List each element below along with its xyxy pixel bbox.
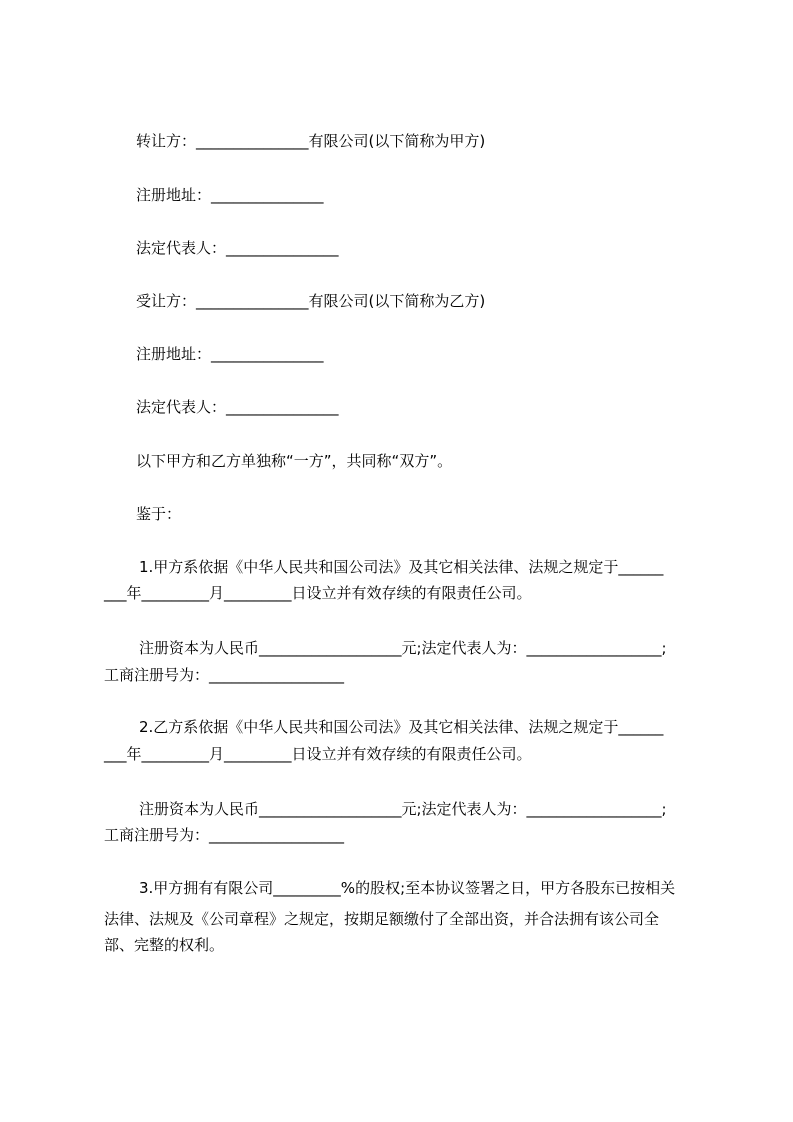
transferor-representative-line: 法定代表人：_______________ [136,239,339,257]
transferee-address-line: 注册地址：_______________ [136,345,324,363]
clause-2-line-2: ___年_________月_________日设立并有效存续的有限责任公司。 [104,745,532,763]
transferee-line: 受让方：_______________有限公司(以下简称为乙方) [136,292,486,310]
clause-3-line-3: 部、完整的权利。 [104,936,225,954]
clause-3-line-1: 3.甲方拥有有限公司_________%的股权;至本协议签署之日，甲方各股东已按相关 [139,879,676,897]
transferor-address-line: 注册地址：_______________ [136,186,324,204]
clause-2-line-1: 2.乙方系依据《中华人民共和国公司法》及其它相关法律、法规之规定于______ [139,718,664,736]
transferor-line: 转让方：_______________有限公司(以下简称为甲方) [136,132,486,150]
clause-2-registration-line: 工商注册号为：__________________ [104,826,345,844]
clause-1-registration-line: 工商注册号为：__________________ [104,666,345,684]
clause-1-line-2: ___年_________月_________日设立并有效存续的有限责任公司。 [104,584,532,602]
parties-definition-line: 以下甲方和乙方单独称“一方”，共同称“双方”。 [136,452,453,470]
whereas-heading: 鉴于： [136,505,182,523]
transferee-representative-line: 法定代表人：_______________ [136,398,339,416]
clause-1-capital-line: 注册资本为人民币___________________元;法定代表人为：__________________; [139,639,667,657]
clause-3-line-2: 法律、法规及《公司章程》之规定，按期足额缴付了全部出资，并合法拥有该公司全 [104,910,660,928]
clause-1-line-1: 1.甲方系依据《中华人民共和国公司法》及其它相关法律、法规之规定于______ [139,558,664,576]
clause-2-capital-line: 注册资本为人民币___________________元;法定代表人为：__________________; [139,800,667,818]
